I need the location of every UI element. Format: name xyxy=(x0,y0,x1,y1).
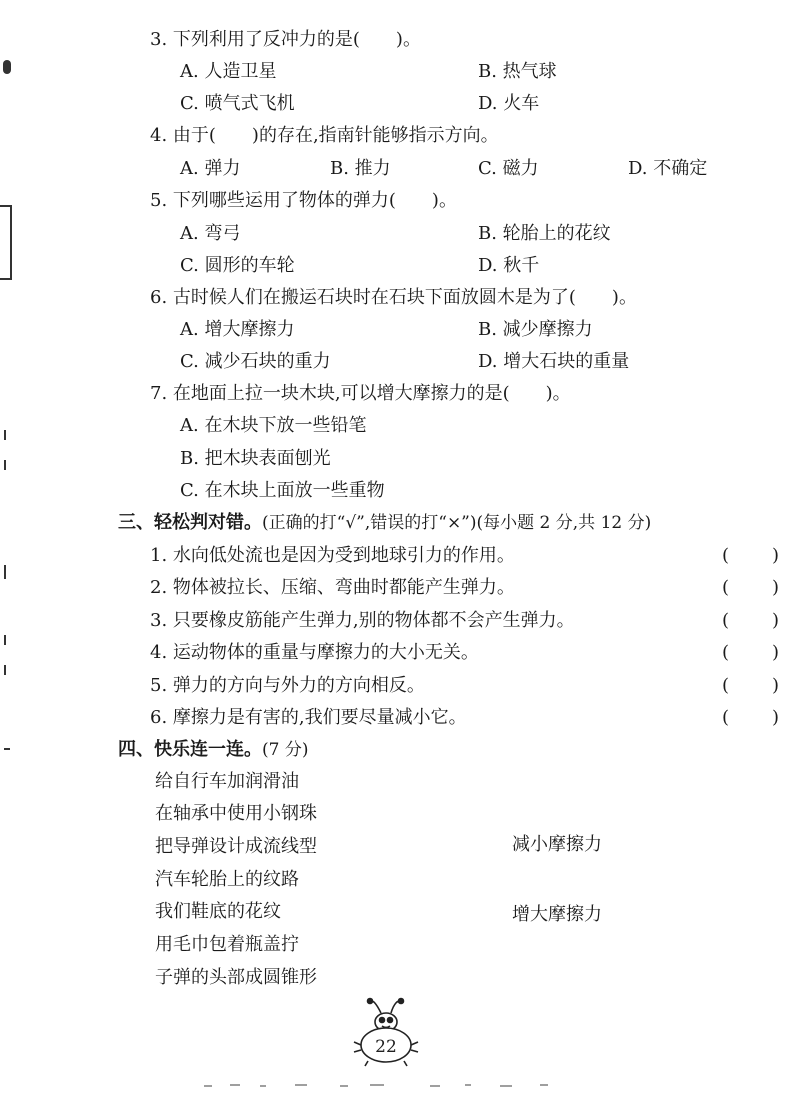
binding-tick xyxy=(4,565,6,579)
option: A. 人造卫星 xyxy=(180,61,277,82)
answer-paren-close: ) xyxy=(772,577,780,598)
section-title: 四、快乐连一连。 xyxy=(118,739,262,760)
question-stem: 7. 在地面上拉一块木块,可以增大摩擦力的是( )。 xyxy=(150,383,571,404)
option: B. 热气球 xyxy=(478,61,557,82)
option: C. 圆形的车轮 xyxy=(180,255,295,276)
answer-paren-open: ( xyxy=(722,675,730,696)
binding-tick xyxy=(4,665,6,675)
section-title: 三、轻松判对错。 xyxy=(118,512,262,533)
match-right-item: 增大摩擦力 xyxy=(512,904,602,925)
match-left-item: 把导弹设计成流线型 xyxy=(155,836,317,857)
answer-paren-close: ) xyxy=(772,707,780,728)
option: C. 磁力 xyxy=(478,158,539,179)
option: C. 喷气式飞机 xyxy=(180,93,295,114)
option: C. 在木块上面放一些重物 xyxy=(180,480,385,501)
option: B. 推力 xyxy=(330,158,391,179)
answer-paren-close: ) xyxy=(772,675,780,696)
answer-paren-close: ) xyxy=(772,545,780,566)
judge-item: 6. 摩擦力是有害的,我们要尽量减小它。 xyxy=(150,707,467,728)
option: C. 减少石块的重力 xyxy=(180,351,331,372)
answer-paren-open: ( xyxy=(722,610,730,631)
binding-tick xyxy=(4,635,6,645)
match-left-item: 我们鞋底的花纹 xyxy=(155,901,281,922)
judge-item: 5. 弹力的方向与外力的方向相反。 xyxy=(150,675,425,696)
answer-paren-close: ) xyxy=(772,610,780,631)
answer-paren-close: ) xyxy=(772,642,780,663)
section-heading xyxy=(118,511,651,535)
binding-bracket xyxy=(10,205,12,280)
match-left-item: 子弹的头部成圆锥形 xyxy=(155,967,317,988)
page-number-mascot xyxy=(343,995,433,1070)
binding-tick xyxy=(4,460,6,470)
judge-item: 3. 只要橡皮筋能产生弹力,别的物体都不会产生弹力。 xyxy=(150,610,575,631)
answer-paren-open: ( xyxy=(722,545,730,566)
option: A. 弹力 xyxy=(180,158,241,179)
answer-paren-open: ( xyxy=(722,707,730,728)
judge-item: 4. 运动物体的重量与摩擦力的大小无关。 xyxy=(150,642,479,663)
option: D. 秋千 xyxy=(478,255,540,276)
binding-bracket-top xyxy=(0,205,10,207)
match-left-item: 用毛巾包着瓶盖拧 xyxy=(155,934,299,955)
option: D. 不确定 xyxy=(628,158,708,179)
match-right-item: 减小摩擦力 xyxy=(512,834,602,855)
option: B. 把木块表面刨光 xyxy=(180,448,331,469)
option: B. 轮胎上的花纹 xyxy=(478,223,611,244)
match-left-item: 在轴承中使用小钢珠 xyxy=(155,803,317,824)
option: D. 火车 xyxy=(478,93,540,114)
binding-mark xyxy=(3,60,11,74)
question-stem: 3. 下列利用了反冲力的是( )。 xyxy=(150,29,421,50)
option: A. 在木块下放一些铅笔 xyxy=(180,415,367,436)
question-stem: 6. 古时候人们在搬运石块时在石块下面放圆木是为了( )。 xyxy=(150,287,637,308)
match-left-item: 给自行车加润滑油 xyxy=(155,771,299,792)
section-heading xyxy=(118,738,308,762)
match-left-item: 汽车轮胎上的纹路 xyxy=(155,869,299,890)
question-stem: 5. 下列哪些运用了物体的弹力( )。 xyxy=(150,190,457,211)
answer-paren-open: ( xyxy=(722,642,730,663)
judge-item: 1. 水向低处流也是因为受到地球引力的作用。 xyxy=(150,545,515,566)
judge-item: 2. 物体被拉长、压缩、弯曲时都能产生弹力。 xyxy=(150,577,515,598)
page-number: 22 xyxy=(375,1037,397,1057)
answer-paren-open: ( xyxy=(722,577,730,598)
option: A. 弯弓 xyxy=(180,223,241,244)
binding-tick xyxy=(4,430,6,440)
option: D. 增大石块的重量 xyxy=(478,351,630,372)
section-note: (正确的打“√”,错误的打“×”)(每小题 2 分,共 12 分) xyxy=(262,513,652,533)
binding-bracket-bottom xyxy=(0,278,10,280)
bottom-edge-artifact xyxy=(200,1080,580,1090)
option: B. 减少摩擦力 xyxy=(478,319,593,340)
binding-tick xyxy=(4,748,10,750)
option: A. 增大摩擦力 xyxy=(180,319,295,340)
section-note: (7 分) xyxy=(262,740,309,760)
question-stem: 4. 由于( )的存在,指南针能够指示方向。 xyxy=(150,125,499,146)
